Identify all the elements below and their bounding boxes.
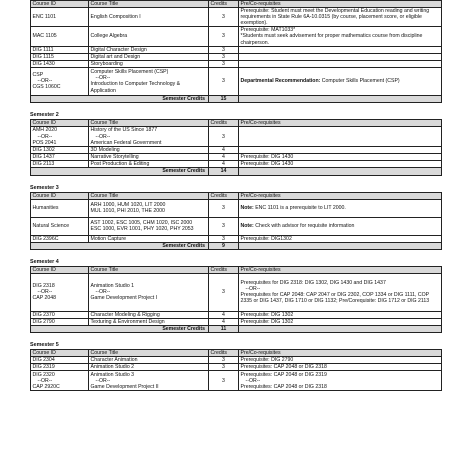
semester-5-title: Semester 5 <box>30 342 59 349</box>
course-credits: 3 <box>209 127 239 147</box>
semester-2-table <box>30 119 442 175</box>
table-header-row: Course ID Course Title Credits Pre/Co-requisites <box>31 350 442 357</box>
course-id: CSP --OR-- CGS 1060C <box>31 67 89 95</box>
course-title: Digital art and Design <box>89 53 209 60</box>
course-prereq <box>239 60 442 67</box>
course-credits: 3 <box>209 46 239 53</box>
course-id: DIG 1111 <box>31 46 89 53</box>
table-row <box>31 127 442 147</box>
prereq-note: *Students must seek advisement for proper mathematics course from discipline chairperson. <box>240 33 423 46</box>
table-row <box>31 8 442 27</box>
table-row: DIG 2370 Character Modeling & Rigging 4 Prerequisite: DIG 1302 <box>31 311 442 318</box>
table-row: DIG 2318 --OR-- CAP 2048 Animation Studio 1 --OR-- Game Development Project I 3 Prerequisites for DIG 2318: DIG 1302, DIG 1430 and DIG 1437 --OR-- Prerequisites for CAP 2048: CAP 2047 or DIG 2302, COP 1334 or DIG 1111, COP 2335 or DIG 1437, DIG 1710 or DIG 1132; Pre/Corequisite: DIG 1712 or DIG 2113 <box>31 273 442 311</box>
semester-credits-label: Semester Credits <box>31 95 209 102</box>
table-row: DIG 2304 Character Animation 3 Prerequisite: DIG 2790 <box>31 357 442 364</box>
course-id: DIG 1115 <box>31 53 89 60</box>
table-header-row: Course ID Course Title Credits Pre/Co-requisites <box>31 192 442 199</box>
course-prereq: Departmental Recommendation: Computer Skills Placement (CSP) <box>239 67 442 95</box>
table-row: Humanities ARH 1000, HUM 1020, LIT 2000 MUL 1010, PHI 2010, THE 2000 3 Note: ENC 1101 is a prerequisite to LIT 2000. <box>31 199 442 217</box>
table-row <box>31 67 442 95</box>
semester-2-title: Semester 2 <box>30 112 59 119</box>
col-credits: Credits <box>209 1 239 8</box>
course-title: Computer Skills Placement (CSP) --OR-- Introduction to Computer Technology & Application <box>89 67 209 95</box>
semester-credits-row <box>31 95 442 102</box>
table-row: DIG 2113 Post Production & Editing 4 Prerequisite: DIG 1430 <box>31 161 442 168</box>
course-credits: 3 <box>209 60 239 67</box>
course-prereq <box>239 53 442 60</box>
table-row <box>31 53 442 60</box>
course-title: Storyboarding <box>89 60 209 67</box>
course-id: AMH 2020 --OR-- POS 2041 <box>31 127 89 147</box>
table-header-row <box>31 1 442 8</box>
table-row <box>31 46 442 53</box>
table-row: DIG 2319 Animation Studio 2 3 Prerequisites: CAP 2048 or DIG 2318 <box>31 364 442 371</box>
course-id: ENC 1101 <box>31 8 89 27</box>
course-credits: 3 <box>209 53 239 60</box>
table-row: DIG 2790 Texturing & Environment Design 4 Prerequisite: DIG 1302 <box>31 318 442 325</box>
semester-3-table <box>30 192 442 250</box>
table-header-row: Course ID Course Title Credits Pre/Co-requisites <box>31 120 442 127</box>
course-title: English Composition I <box>89 8 209 27</box>
semester-1-table <box>30 0 442 103</box>
table-row <box>31 60 442 67</box>
semester-credits-row: Semester Credits 11 <box>31 326 442 333</box>
col-prereq: Pre/Co-requisites <box>239 1 442 8</box>
semester-credits-value: 15 <box>209 95 239 102</box>
table-header-row: Course ID Course Title Credits Pre/Co-requisites <box>31 266 442 273</box>
table-row <box>31 27 442 46</box>
course-credits: 3 <box>209 27 239 46</box>
course-id: MAC 1105 <box>31 27 89 46</box>
course-credits: 3 <box>209 8 239 27</box>
course-title: College Algebra <box>89 27 209 46</box>
col-course-id: Course ID <box>31 1 89 8</box>
table-row: DIG 2396C Motion Capture 3 Prerequisite: DIG1302 <box>31 235 442 242</box>
course-title: History of the US Since 1877 --OR-- American Federal Government <box>89 127 209 147</box>
course-prereq <box>239 46 442 53</box>
course-prereq <box>239 127 442 147</box>
semester-credits-row: Semester Credits 14 <box>31 168 442 175</box>
course-id: DIG 1430 <box>31 60 89 67</box>
course-prereq <box>239 27 442 46</box>
course-title: Digital Character Design <box>89 46 209 53</box>
table-row: DIG 1437 Narrative Storytelling 4 Prerequisite: DIG 1430 <box>31 154 442 161</box>
course-credits: 3 <box>209 67 239 95</box>
program-plan-page <box>30 0 441 391</box>
course-prereq: Prerequisite: Student must meet the Developmental Education reading and writing requirements in State Rule 6A-10.0315 (by course, placement score, or eligible exemption). <box>239 8 442 27</box>
table-row: Natural Science AST 1002, ESC 1005, CHM 1020, ISC 2000 ESC 1000, EVR 1001, PHY 1020, PHY 2053 3 Note: Check with advisor for requisite information <box>31 217 442 235</box>
semester-5-table <box>30 349 442 391</box>
col-course-title: Course Title <box>89 1 209 8</box>
semester-3-title: Semester 3 <box>30 184 59 191</box>
semester-4-title: Semester 4 <box>30 258 59 265</box>
prereq-line: Prerequisite: MAT1033* <box>240 27 296 34</box>
semester-4-table <box>30 266 442 333</box>
table-row: DIG 2320 --OR-- CAP 2920C Animation Studio 3 --OR-- Game Development Project II 3 Prerequisites: CAP 2048 or DIG 2319 --OR-- Prerequisites: CAP 2048 or DIG 2318 <box>31 371 442 391</box>
table-row: DIG 1302 3D Modeling 4 <box>31 147 442 154</box>
semester-credits-row: Semester Credits 9 <box>31 242 442 249</box>
